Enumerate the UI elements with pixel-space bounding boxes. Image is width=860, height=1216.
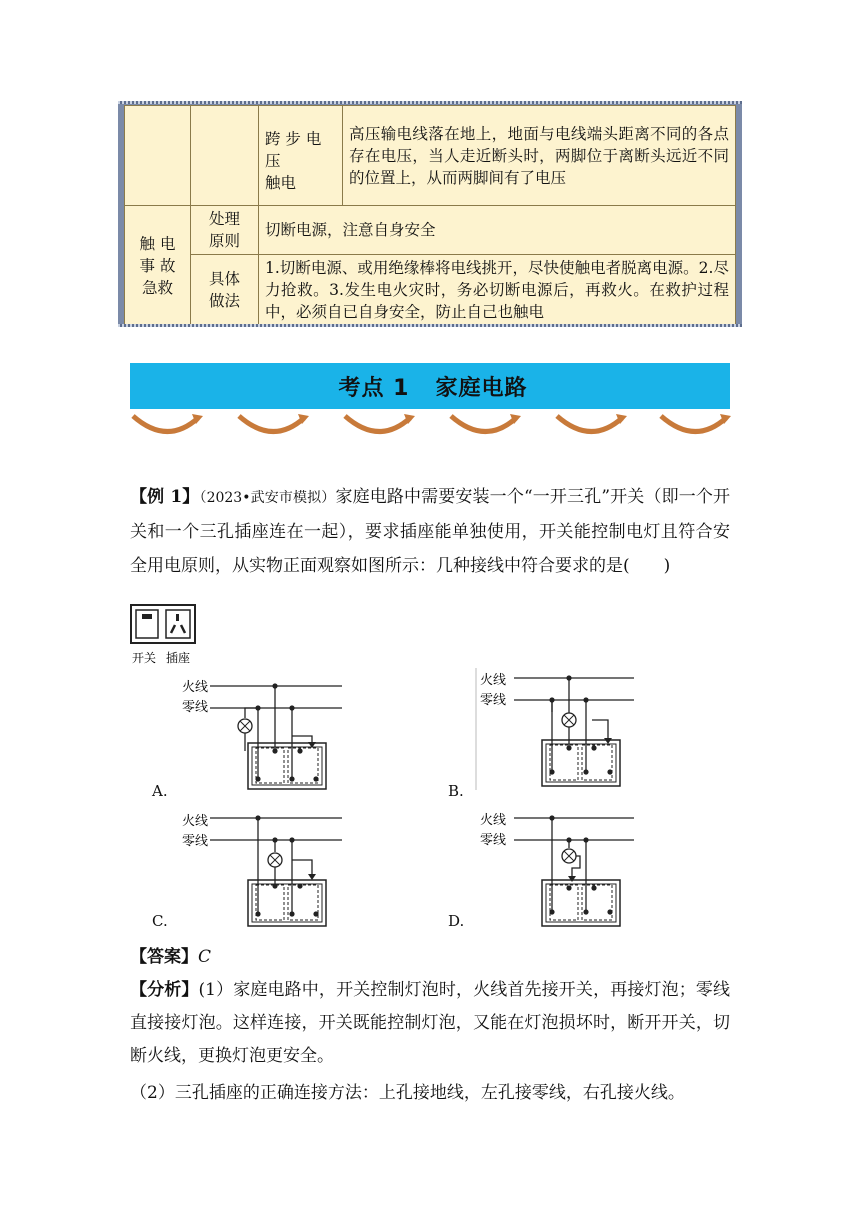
swoosh-arrow-icon xyxy=(658,410,732,440)
option-c-label: C. xyxy=(152,912,168,930)
swoosh-arrow-icon xyxy=(448,410,522,440)
safety-table-frame xyxy=(118,101,742,327)
neutral-wire-label: 零线 xyxy=(182,700,209,715)
answer-value: C xyxy=(198,947,212,967)
swoosh-arrow-icon xyxy=(554,410,628,440)
table-cell-empty xyxy=(191,106,259,206)
live-wire-label: 火线 xyxy=(182,814,209,829)
category-line: 事 故 xyxy=(139,256,176,275)
term-line: 跨 步 电 xyxy=(265,130,322,148)
option-b-label: B. xyxy=(448,782,464,800)
banner-title: 家庭电路 xyxy=(435,375,528,401)
answer-label: 【答案】 xyxy=(130,947,198,967)
label-cell xyxy=(191,255,259,326)
term-line: 触电 xyxy=(265,174,297,192)
analysis-text-1: (1）家庭电路中，开关控制灯泡时，火线首先接开关，再接灯泡；零线直接接灯泡。这样连接，开关既能控制灯泡，又能在灯泡损坏时，断开开关，切断火线，更换灯泡更安全。 xyxy=(130,980,731,1066)
label-line: 处理 xyxy=(208,210,240,228)
neutral-wire-label: 零线 xyxy=(480,833,507,848)
example-question xyxy=(130,480,730,583)
live-wire-label: 火线 xyxy=(480,813,507,828)
neutral-wire-label: 零线 xyxy=(182,834,209,849)
example-source: （2023•武安市模拟） xyxy=(199,490,336,506)
option-a-label: A. xyxy=(152,782,168,800)
swoosh-arrow-icon xyxy=(342,410,416,440)
analysis-paragraph-2: （2）三孔插座的正确连接方法：上孔接地线，左孔接零线，右孔接火线。 xyxy=(130,1083,685,1103)
circuit-diagram-a xyxy=(180,676,345,796)
table-row xyxy=(125,255,736,326)
circuit-diagram-c xyxy=(180,810,345,930)
swoosh-arrow-icon xyxy=(130,410,204,440)
live-wire-label: 火线 xyxy=(480,673,507,688)
option-d-label: D. xyxy=(448,912,465,930)
example-label: 【例 1】 xyxy=(130,487,200,507)
analysis-label: 【分析】 xyxy=(130,980,199,1000)
swoosh-arrow-icon xyxy=(236,410,310,440)
label-cell xyxy=(191,206,259,255)
category-line: 触 电 xyxy=(139,234,176,253)
neutral-wire-label: 零线 xyxy=(480,693,507,708)
answer-line xyxy=(130,942,730,972)
safety-table xyxy=(124,105,736,326)
procedure-cell: 1.切断电源、或用绝缘棒将电线挑开，尽快使触电者脱离电源。2.尽力抢救。3.发生电火灾时，务必切断电源后，再救火。在救护过程中，必须自已自身安全，防止自己也触电 xyxy=(259,255,736,326)
analysis-paragraph-1 xyxy=(130,974,730,1073)
term-line: 压 xyxy=(265,152,281,170)
circuit-diagram-d xyxy=(474,808,639,930)
section-banner xyxy=(130,363,730,409)
switch-socket-figure xyxy=(130,604,200,666)
banner-number: 考点 1 xyxy=(338,375,410,401)
label-line: 具体 xyxy=(208,270,240,288)
circuit-diagram-b xyxy=(474,668,639,790)
term-cell xyxy=(259,106,343,206)
socket-label: 插座 xyxy=(166,651,191,665)
example-stem: 家庭电路中需要安装一个“一开三孔”开关（即一个开关和一个三孔插座连在一起），要求插座能单独使用，开关能控制电灯且符合安全用电原则，从实物正面观察如图所示：几种接线中符合要求的是( ) xyxy=(130,487,730,576)
table-cell-empty xyxy=(125,106,191,206)
category-line: 急救 xyxy=(141,278,173,297)
category-cell xyxy=(125,206,191,326)
principle-cell: 切断电源，注意自身安全 xyxy=(259,206,736,255)
switch-label: 开关 xyxy=(132,651,157,665)
table-row xyxy=(125,106,736,206)
live-wire-label: 火线 xyxy=(182,680,209,695)
table-row xyxy=(125,206,736,255)
label-line: 原则 xyxy=(208,232,240,250)
label-line: 做法 xyxy=(208,292,240,310)
description-cell: 高压输电线落在地上，地面与电线端头距离不同的各点存在电压，当人走近断头时，两脚位于离断头远近不同的位置上，从而两脚间有了电压 xyxy=(343,106,736,206)
